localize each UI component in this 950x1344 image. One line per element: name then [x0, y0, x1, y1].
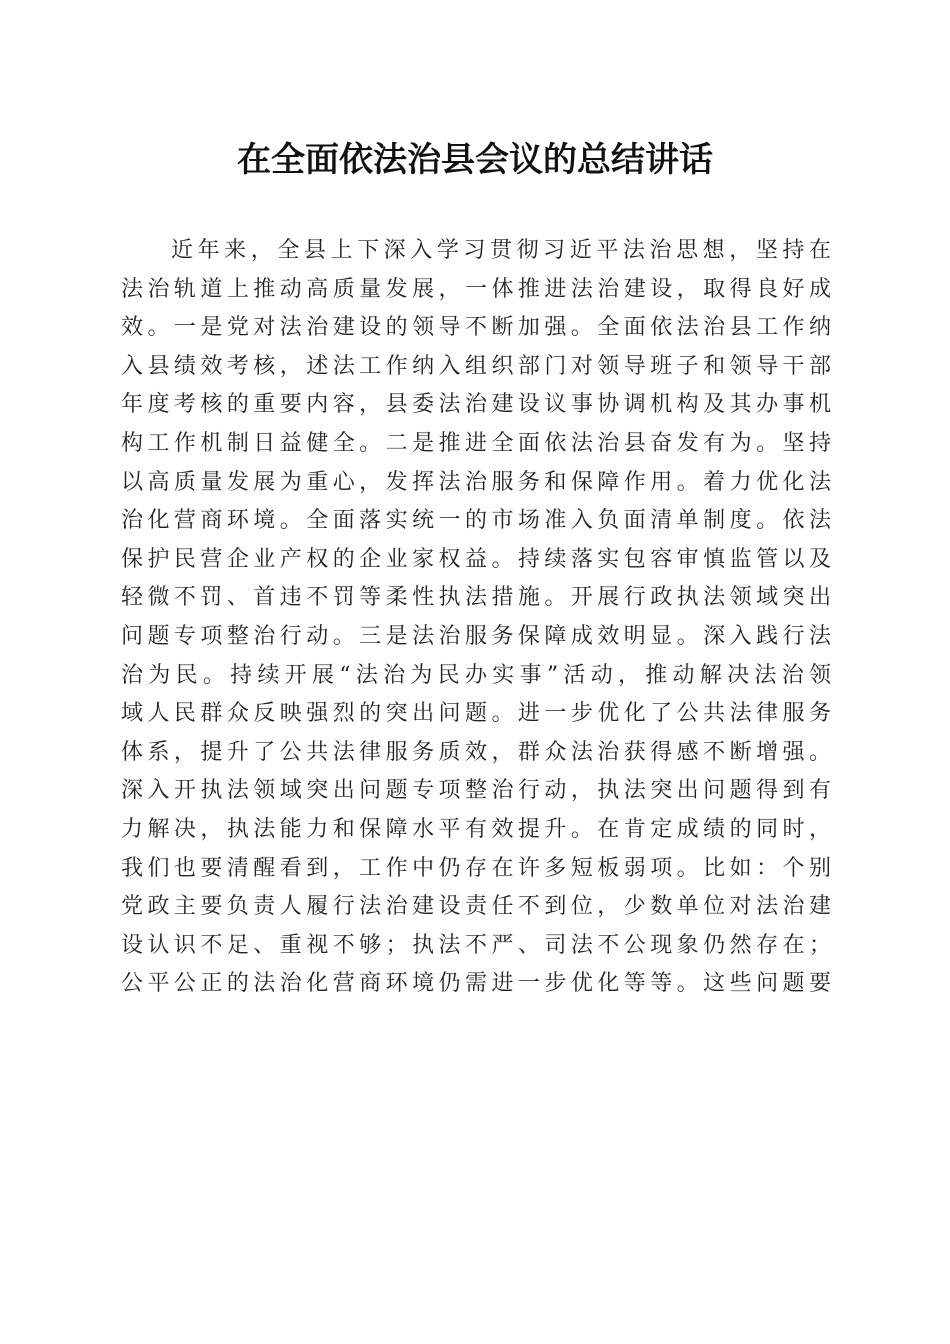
body-line: 入县绩效考核，述法工作纳入组织部门对领导班子和领导干部	[121, 353, 831, 379]
body-line: 力解决，执法能力和保障水平有效提升。在肯定成绩的同时，	[121, 816, 831, 842]
body-line: 保护民营企业产权的企业家权益。持续落实包容审慎监管以及	[121, 546, 831, 572]
body-line: 轻微不罚、首违不罚等柔性执法措施。开展行政执法领域突出	[121, 585, 831, 611]
body-line: 近年来，全县上下深入学习贯彻习近平法治思想，坚持在	[171, 238, 831, 263]
body-line: 域人民群众反映强烈的突出问题。进一步优化了公共法律服务	[121, 701, 831, 727]
body-line: 党政主要负责人履行法治建设责任不到位，少数单位对法治建	[121, 894, 831, 920]
body-line: 法治轨道上推动高质量发展，一体推进法治建设，取得良好成	[121, 276, 831, 302]
body-line: 年度考核的重要内容，县委法治建设议事协调机构及其办事机	[121, 392, 831, 418]
body-line: 我们也要清醒看到，工作中仍存在许多短板弱项。比如：个别	[121, 855, 831, 881]
document-title: 在全面依法治县会议的总结讲话	[237, 140, 713, 180]
body-line: 体系，提升了公共法律服务质效，群众法治获得感不断增强。	[121, 739, 831, 765]
document-body	[121, 232, 831, 1004]
body-line: 构工作机制日益健全。二是推进全面依法治县奋发有为。坚持	[121, 430, 831, 456]
body-line: 治化营商环境。全面落实统一的市场准入负面清单制度。依法	[121, 508, 831, 534]
body-line: 效。一是党对法治建设的领导不断加强。全面依法治县工作纳	[121, 315, 831, 341]
body-line: 公平公正的法治化营商环境仍需进一步优化等等。这些问题要	[121, 971, 831, 997]
body-line: 以高质量发展为重心，发挥法治服务和保障作用。着力优化法	[121, 469, 831, 495]
body-line: 设认识不足、重视不够；执法不严、司法不公现象仍然存在；	[121, 932, 831, 958]
body-line: 治为民。持续开展“法治为民办实事”活动，推动解决法治领	[121, 662, 831, 688]
body-line: 深入开执法领域突出问题专项整治行动，执法突出问题得到有	[121, 778, 831, 804]
body-line: 问题专项整治行动。三是法治服务保障成效明显。深入践行法	[121, 623, 831, 649]
